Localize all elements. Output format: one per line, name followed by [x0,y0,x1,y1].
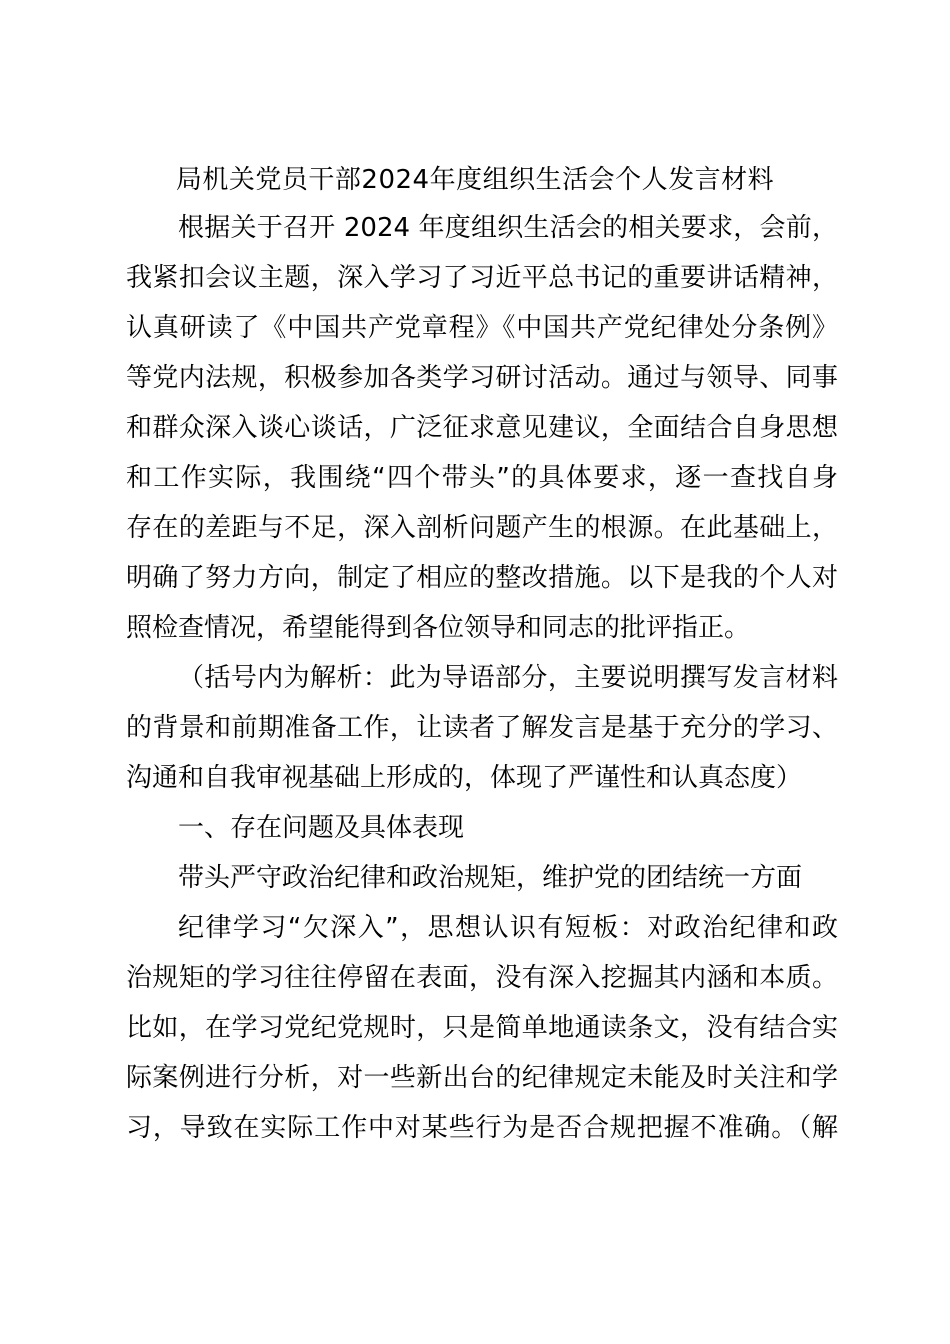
analysis-line-3: 沟通和自我审视基础上形成的，体现了严谨性和认真态度） [126,763,803,793]
body-line-3: 比如，在学习党纪党规时，只是简单地通读条文，没有结合实 [126,1013,838,1043]
intro-line-6: 和工作实际，我围绕“四个带头”的具体要求，逐一查找自身 [126,463,838,493]
intro-line-9: 照检查情况，希望能得到各位领导和同志的批评指正。 [126,613,751,643]
body-line-4: 际案例进行分析，对一些新出台的纪律规定未能及时关注和学 [126,1063,838,1093]
intro-line-8: 明确了努力方向，制定了相应的整改措施。以下是我的个人对 [126,563,838,593]
analysis-line-1: （括号内为解析：此为导语部分，主要说明撰写发言材料 [178,663,838,693]
analysis-line-2: 的背景和前期准备工作，让读者了解发言是基于充分的学习、 [126,713,838,743]
body-line-5: 习，导致在实际工作中对某些行为是否合规把握不准确。（解 [126,1113,838,1143]
document-title: 局机关党员干部2024年度组织生活会个人发言材料 [175,165,775,195]
intro-line-1: 根据关于召开 2024 年度组织生活会的相关要求，会前， [178,213,838,243]
intro-line-5: 和群众深入谈心谈话，广泛征求意见建议，全面结合自身思想 [126,413,838,443]
subheading: 带头严守政治纪律和政治规矩，维护党的团结统一方面 [178,863,803,893]
intro-line-3: 认真研读了《中国共产党章程》《中国共产党纪律处分条例》 [126,313,838,343]
body-line-2: 治规矩的学习往往停留在表面，没有深入挖掘其内涵和本质。 [126,963,838,993]
body-line-1: 纪律学习“欠深入”，思想认识有短板：对政治纪律和政 [178,913,838,943]
intro-line-4: 等党内法规，积极参加各类学习研讨活动。通过与领导、同事 [126,363,838,393]
section-heading: 一、存在问题及具体表现 [178,813,465,843]
intro-line-7: 存在的差距与不足，深入剖析问题产生的根源。在此基础上， [126,513,838,543]
intro-line-2: 我紧扣会议主题，深入学习了习近平总书记的重要讲话精神， [126,263,838,293]
